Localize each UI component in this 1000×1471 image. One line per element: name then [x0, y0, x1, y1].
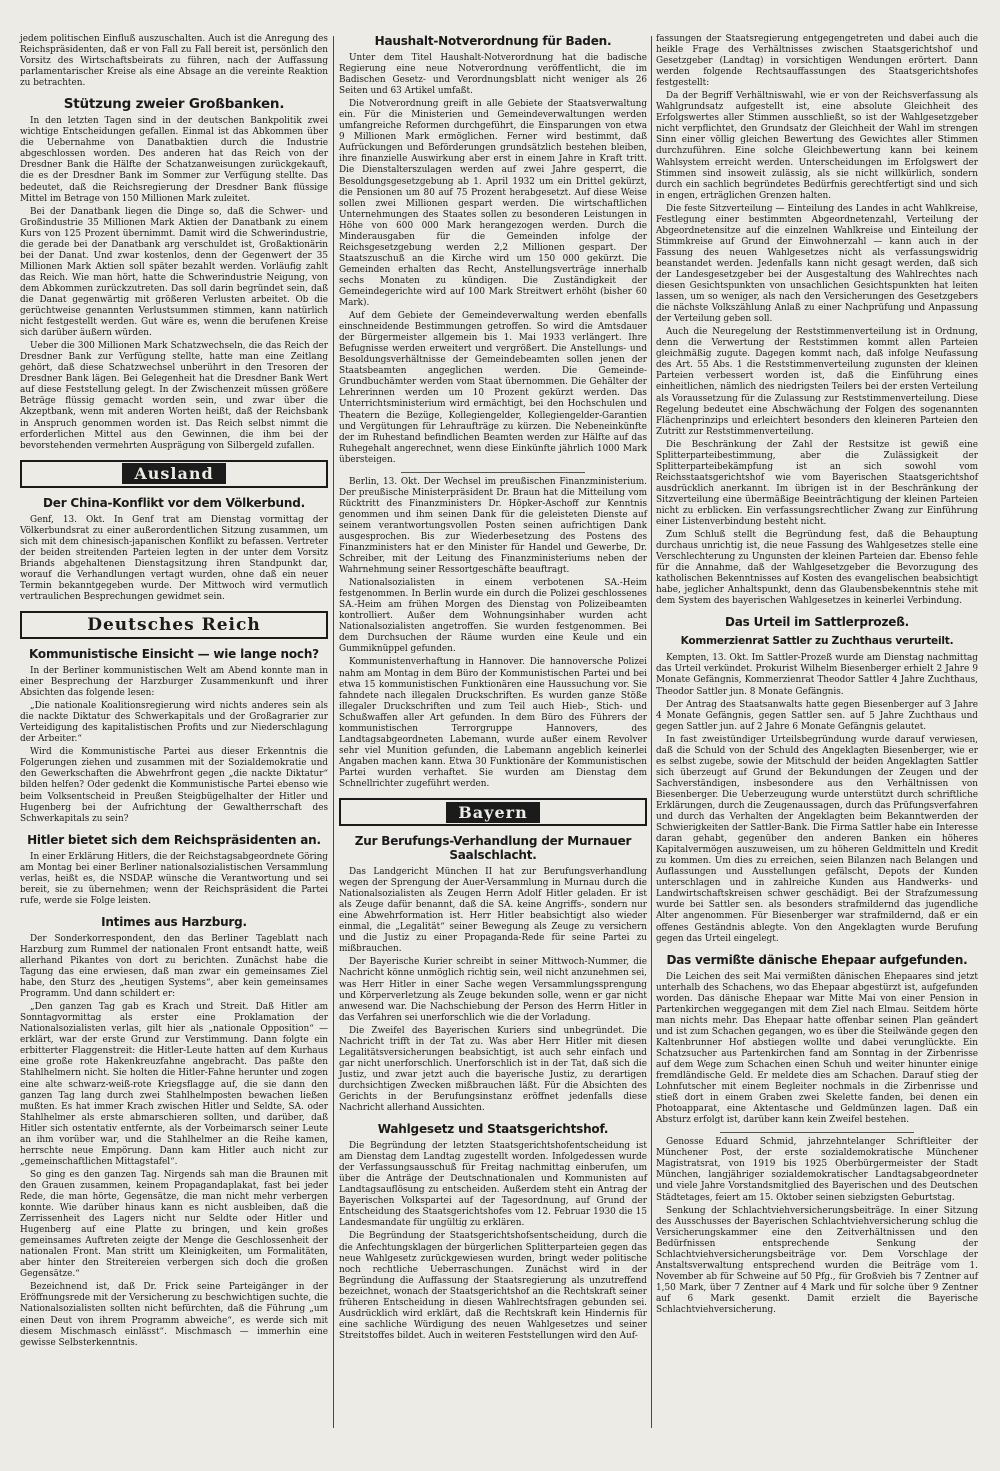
- section-banner-label: Bayern: [446, 802, 539, 823]
- headline: Zur Berufungs-Verhandlung der Murnauer Saalschlacht.: [354, 834, 632, 863]
- column-middle: [339, 34, 647, 1344]
- headline: Das vermißte dänische Ehepaar aufgefunden.: [666, 952, 968, 967]
- article-paragraph: Ueber die 300 Millionen Mark Schatzwechseln, die das Reich der Dresdner Bank zur Verfügung stellte, hatte man eine Zeitlang gehört, daß diese Schatzwechsel unberührt in den Tresoren der Dresdner Bank lägen. Bei Gelegenheit hat die Dresdner Bank Wert auf diese Feststellung gelegt. In der Zwischenzeit müssen größere Beträge flüssig gemacht worden sein, und zwar über die Akzeptbank, wenn mit anderen Worten heißt, daß der Reichsbank in Anspruch genommen worden ist. Das Reich selbst nimmt die erforderlichen Mittel aus den Gewinnen, die ihm bei der bevorstehenden vermehrten Ausprägung von Silbergeld zufallen.: [20, 341, 328, 451]
- article-paragraph: Unter dem Titel Haushalt-Notverordnung hat die badische Regierung eine neue Notverordnung veröffentlicht, die im Badischen Gesetz- und Verordnungsblatt nicht weniger als 26 Seiten und 63 Artikel umfaßt.: [339, 53, 647, 97]
- article-paragraph: So ging es den ganzen Tag. Nirgends sah man die Braunen mit den Grauen zusammen, keinem Propagandaplakat, fast bei jeder Rede, die man hörte, Gegensätze, die man nicht mehr verbergen konnte. Wie darüber hinaus kann es nicht ausbleiben, daß die Zerrissenheit des Lagers nicht nur Seldte oder Hitler und Hugenberg auf eine Platte zu bringen, und kein großes gemeinsames Auftreten zeigte der Menge die Geschlossenheit der nationalen Front. Man stritt um Kleinigkeiten, um Formalitäten, aber hinter den Streitereien verbergen sich doch die großen Gegensätze.“: [20, 1169, 328, 1280]
- headline: Kommunistische Einsicht — wie lange noch?: [29, 647, 319, 662]
- separator: [720, 1132, 913, 1133]
- article-paragraph: Die feste Sitzverteilung — Einteilung des Landes in acht Wahlkreise, Festlegung einer bestimmten Abgeordnetenzahl, Verteilung der Abgeordnetensitze auf die einzelnen Wahlkreise und Einteilung der Stimmkreise auf Grund der Einwohnerzahl — kann auch in der Fassung des neuen Wahlgesetzes nicht als verfassungswidrig beanstandet werden. Jedenfalls kann nicht gesagt werden, daß sich der Landesgesetzgeber bei der Ausgestaltung des Wahlrechtes nach diesen Gesichtspunkten von unsachlichen Gesichtspunkten hat leiten lassen, um so weniger, als nach den Versicherungen des Gesetzgebers die nächste Volkszählung Anlaß zu einer Nachprüfung und Anpassung der Verteilung geben soll.: [656, 203, 978, 325]
- article-paragraph: Wird die Kommunistische Partei aus dieser Erkenntnis die Folgerungen ziehen und zusammen mit der Sozialdemokratie und den Gewerkschaften die Abwehrfront gegen „die nackte Diktatur“ bilden helfen? Oder gedenkt die Kommunistische Partei ebenso wie beim Volksentscheid in Preußen Steigbügelhalter der Hitler und Hugenberg bei der Aufrichtung der Gewaltherrschaft des Schwerkapitals zu sein?: [20, 747, 328, 824]
- headline: Das Urteil im Sattlerprozeß.: [725, 615, 909, 630]
- separator: [401, 472, 586, 473]
- article-paragraph: In einer Erklärung Hitlers, die der Reichstagsabgeordnete Göring am Montag bei einer Berliner nationalsozialistischen Versammlung verlas, heißt es, die NSDAP. wünsche die Verantwortung und sei bereit, sie zu übernehmen; wenn der Reichspräsident die Partei rufe, werde sie Folge leisten.: [20, 851, 328, 906]
- article-paragraph: Bei der Danatbank liegen die Dinge so, daß die Schwer- und Großindustrie 35 Millionen Mark Aktien der Danatbank zu einem Kurs von 125 Prozent übernimmt. Damit wird die Schwerindustrie, die gerade bei der Danatbank arg verschuldet ist, Großaktionärin bei der Danat. Und zwar kostenlos, denn der Gegenwert der 35 Millionen Mark Aktien soll später bezahlt werden. Vorläufig zahlt das Reich. Wie man hört, hatte die Schwerindustrie Neigung, von dem Abkommen zurückzutreten. Das soll darin begründet sein, daß die Danat gegenwärtig mit größeren Verlusten arbeitet. Ob die gerüchtweise genannten Verlustsummen stimmen, kann natürlich nicht festgestellt werden. Gut wäre es, wenn die berufenen Kreise sich darüber äußern würden.: [20, 206, 328, 339]
- article-paragraph: Die Beschränkung der Zahl der Restsitze ist gewiß eine Splitterparteibestimmung, aber die Zulässigkeit der Splitterparteibekämpfung ist an sich sowohl vom Reichsstaatsgerichtshof wie vom Bayerischen Staatsgerichtshof ausdrücklich anerkannt. Im übrigen ist in der Beschränkung der Sitzverteilung eine übermäßige Beeinträchtigung der kleinen Parteien nicht zu erblicken. Ein verfassungsrechtlicher Zwang zur Einführung einer Listenverbindung besteht nicht.: [656, 439, 978, 528]
- article-paragraph: Der Sonderkorrespondent, den das Berliner Tageblatt nach Harzburg zum Rummel der nationalen Front entsandt hatte, weiß allerhand Pikantes von dort zu berichten. Zunächst habe die Tagung das eine erwiesen, daß man zwar ein gemeinsames Ziel habe, den Sturz des „heutigen Systems“, aber kein gemeinsames Programm. Und dann schildert er:: [20, 933, 328, 1000]
- article-paragraph: Bezeichnend ist, daß Dr. Frick seine Parteigänger in der Eröffnungsrede mit der Versicherung zu beschwichtigen suchte, die Nationalsozialisten sollten nicht befürchten, daß die Führung „um einen Deut von ihrem Programm abweiche“, es werde sich mit diesem Mischmasch einlässt“. Mischmasch — immerhin eine gewisse Selbsterkenntnis.: [20, 1282, 328, 1348]
- section-banner: [339, 798, 647, 826]
- column-left: [20, 34, 328, 1351]
- section-banner-label: Deutsches Reich: [87, 615, 261, 636]
- headline: Wahlgesetz und Staatsgerichtshof.: [377, 1122, 609, 1137]
- article-paragraph: Zum Schluß stellt die Begründung fest, daß die Behauptung durchaus unrichtig ist, die neue Fassung des Wahlgesetzes stelle eine Verschlechterung zu Ungunsten der kleinen Parteien dar. Ebenso fehle für die Annahme, daß der Wahlgesetzgeber die Bevorzugung des katholischen Bekenntnisses auf Kosten des evangelischen beabsichtigt habe, jeglicher Anhaltspunkt, denn das Glaubensbekenntnis stehe mit dem System des bayerischen Wahlgesetzes in keinerlei Verbindung.: [656, 530, 978, 607]
- headline: Der China-Konflikt vor dem Völkerbund.: [43, 495, 305, 510]
- article-paragraph: Senkung der Schlachtviehversicherungsbeiträge. In einer Sitzung des Ausschusses der Bayerischen Schlachtviehversicherung schlug die Versicherungskammer eine den Zeitverhältnissen und den Bedürfnissen entsprechende Senkung der Schlachtviehversicherungsbeiträge vor. Dem Vorschlage der Anstaltsverwaltung entsprechend wurden die Beiträge vom 1. November ab für Schweine auf 50 Pfg., für Großvieh bis 7 Zentner auf 1,50 Mark, über 7 Zentner auf 4 Mark und für solche über 9 Zentner auf 6 Mark gesenkt. Damit erzielt die Bayerische Schlachtviehversicherung.: [656, 1205, 978, 1315]
- article-paragraph: Kempten, 13. Okt. Im Sattler-Prozeß wurde am Dienstag nachmittag das Urteil verkündet. Prokurist Wilhelm Biesenberger erhielt 2 Jahre 9 Monate Gefängnis, Kommerzienrat Theodor Sattler 4 Jahre Zuchthaus, Theodor Sattler jun. 8 Monate Gefängnis.: [656, 653, 978, 697]
- headline: Stützung zweier Großbanken.: [63, 96, 285, 113]
- article-paragraph: Nationalsozialisten in einem verbotenen SA.-Heim festgenommen. In Berlin wurde ein durch die Polizei geschlossenes SA.-Heim am frühen Morgen des Dienstag von Polizeibeamten kontrolliert. Außer dem Wohnungsinhaber wurden acht Nationalsozialisten angetroffen. Sie wurden festgenommen. Bei dem Durchsuchen der Räume wurden eine Keule und ein Gummiknüppel gefunden.: [339, 578, 647, 655]
- article-paragraph: Kommunistenverhaftung in Hannover. Die hannoversche Polizei nahm am Montag in dem Büro der Kommunistischen Partei und bei etwa 15 kommunistischen Funktionären eine Haussuchung vor. Sie fahndete nach illegalen Druckschriften. Es wurden ganze Stöße illegaler Druckschriften und zum Teil auch Hieb-, Stich- und Schußwaffen aller Art gefunden. In dem Büro des Führers der kommunistischen Terrorgruppe Hannovers, des Landtagsabgeordneten Labemann, wurde außer einem Revolver sehr viel Munition gefunden, die Labemann angeblich keinerlei Angaben machen kann. Etwa 30 Funktionäre der Kommunistischen Partei wurden verhaftet. Sie wurden am Dienstag dem Schnellrichter zugeführt werden.: [339, 657, 647, 789]
- article-paragraph: In der Berliner kommunistischen Welt am Abend konnte man in einer Besprechung der Harzburger Zusammenkunft und ihrer Absichten das folgende lesen:: [20, 666, 328, 699]
- column-right: [656, 34, 978, 1318]
- section-banner: [20, 611, 328, 639]
- article-paragraph: Auch die Neuregelung der Reststimmenverteilung ist in Ordnung, denn die Verwertung der Reststimmen kommt allen Parteien gleichmäßig zugute. Dagegen kommt nach, daß infolge Neufassung des Art. 55 Abs. 1 die Reststimmenverteilung zugunsten der kleinen Parteien verbessert worden ist, daß die Einführung eines einheitlichen, nämlich des niedrigsten Teilers bei der ersten Verteilung als Voraussetzung für die Zulassung zur Reststimmenverteilung. Diese Regelung bedeutet eine Abschwächung der Folgen des sogenannten Flächenprinzips und erleichtert besonders den kleineren Parteien den Zutritt zur Reststimmenverteilung.: [656, 327, 978, 437]
- article-paragraph: Das Landgericht München II hat zur Berufungsverhandlung wegen der Sprengung der Auer-Versammlung in Murnau durch die Nationalsozialisten als Zeugen Herrn Adolf Hitler geladen. Er ist als Zeuge dafür benannt, daß die SA. keine Angriffs-, sondern nur eine Abwehrformation ist. Herr Hitler beabsichtigt also wieder einmal, die „Legalität“ seiner Bewegung als Zeuge zu versichern und die Justiz zu einer Propaganda-Rede für seine Partei zu mißbrauchen.: [339, 867, 647, 955]
- article-paragraph: In fast zweistündiger Urteilsbegründung wurde darauf verwiesen, daß die Schuld von der Schuld des Angeklagten Biesenberger, wie er es selbst zugebe, sowie der Mitschuld der beiden Angeklagten Sattler sich überzeugt auf Grund der Bekundungen der Zeugen und der Sachverständigen, insbesondere aus den Verhältnissen von Biesenberger. Die Ueberzeugung wurde unterstützt durch schriftliche Erklärungen, durch die Zeugenaussagen, durch das Prüfungsverfahren und durch das Verhalten der Angeklagten beim Bekanntwerden der Schwierigkeiten der Sattler-Bank. Die Firma Sattler habe ein Interesse daran gehabt, gegenüber den anderen Banken ein höheres Kapitalvermögen auszuweisen, um zu höheren Geldmitteln und Kredit zu kommen. Um dies zu erreichen, seien Bilanzen nach Belangen und Auflassungen und Ausstellungen gefälscht, Depots der Kunden unterschlagen und in zahlreiche Kunden aus Handwerks- und Landwirtschaftskreisen schwer geschädigt. Bei der Strafzumessung wurde bei Sattler sen. als besonders strafmildernd das jugendliche Alter angenommen. Für Biesenberger war strafmildernd, daß er ein offenes Geständnis ablegte. Von den Angeklagten wurde Berufung gegen das Urteil eingelegt.: [656, 734, 978, 944]
- article-paragraph: fassungen der Staatsregierung entgegengetreten und dabei auch die heikle Frage des Verhältnisses zwischen Staatsgerichtshof und Gesetzgeber (Landtag) in vorsichtigen Wendungen erörtert. Dann werden folgende Rechtsauffassungen des Staatsgerichtshofes festgestellt:: [656, 34, 978, 89]
- article-paragraph: In den letzten Tagen sind in der deutschen Bankpolitik zwei wichtige Entscheidungen gefallen. Einmal ist das Abkommen über die Uebernahme von Danatbaktien durch die Industrie abgeschlossen worden. Des anderen hat das Reich von der Dresdner Bank die Hälfte der Schatzanweisungen zurückgekauft, die es der Dresdner Bank im Sommer zur Verfügung stellte. Das bedeutet, daß die Reichsregierung der Dresdner Bank flüssige Mittel im Betrage von 150 Millionen Mark zuleitet.: [20, 116, 328, 204]
- article-paragraph: Genosse Eduard Schmid, jahrzehntelanger Schriftleiter der Münchener Post, der erste sozialdemokratische Münchener Magistratsrat, von 1919 bis 1925 Oberbürgermeister der Stadt München, langjähriger sozialdemokratischer Landtagsabgeordneter und viele Jahre Vorstandsmitglied des Bayerischen und des Deutschen Städtetages, feiert am 15. Oktober seinen siebzigsten Geburtstag.: [656, 1137, 978, 1203]
- article-paragraph: Die Leichen des seit Mai vermißten dänischen Ehepaares sind jetzt unterhalb des Schachens, wo das Ehepaar abgestürzt ist, aufgefunden worden. Das dänische Ehepaar war Mitte Mai von einer Pension in Partenkirchen weggegangen mit dem Ziel nach Elmau. Seitdem hörte man nichts mehr. Das Ehepaar hatte offenbar seinen Plan geändert und ist zum Schachen gegangen, wo es über die Steilwände gegen den Kaltenbrunner Hof abstiegen wollte und dabei verunglückte. Ein Schatzsucher aus Partenkirchen fand am Sonntag in der Zirbenrisse auf dem Wege zum Schachen einen Schuh und weiter hinunter einige fremdländische Geld. Er meldete dies am Schachen. Darauf stieg der Lohnfutscher mit einem Begleiter nochmals in die Zirbenrisse und stieß dort in einem Graben zwei Skelette fanden, bei denen ein Photoapparat, eine Aktentasche und Geldmünzen lagen. Daß ein Absturz erfolgt ist, darüber kann kein Zweifel bestehen.: [656, 971, 978, 1126]
- section-banner: [20, 460, 328, 488]
- article-paragraph: Die Begründung der letzten Staatsgerichtshofentscheidung ist am Dienstag dem Landtag zugestellt worden. Infolgedessen wurde der Verfassungsausschuß für Freitag nachmittag einberufen, um über die Anträge der Deutschnationalen und Kommunisten auf Landtagsauflösung zu entscheiden. Außerdem steht ein Antrag der Bayerischen Volkspartei auf der Tagesordnung, auf Grund der Entscheidung des Staatsgerichtshofes vom 12. Februar 1930 die 15 Landesmandate für ungültig zu erklären.: [339, 1141, 647, 1229]
- article-paragraph: Der Bayerische Kurier schreibt in seiner Mittwoch-Nummer, die Nachricht könne unmöglich richtig sein, weil nicht anzunehmen sei, was Herr Hitler in einer Sache wegen Versammlungssprengung und Körperverletzung als Zeuge bekunden solle, wenn er gar nicht anwesend war. Die Nachschiebung der Person des Herrn Hitler in das Verfahren sei unerforschlich wie die der Vorladung.: [339, 957, 647, 1023]
- article-paragraph: jedem politischen Einfluß auszuschalten. Auch ist die Anregung des Reichspräsidenten, daß er von Fall zu Fall bereit ist, persönlich den Vorsitz des Wirtschaftsbeirats zu führen, nach der Auffassung parlamentarischer Kreise als eine Absage an die vereinte Reaktion zu betrachten.: [20, 34, 328, 89]
- article-paragraph: „Die nationale Koalitionsregierung wird nichts anderes sein als die nackte Diktatur des Schwerkapitals und der Großagrarier zur Verteidigung des kapitalistischen Profits und zur Niederschlagung der Arbeiter.“: [20, 701, 328, 745]
- column-rule: [333, 36, 334, 1428]
- article-paragraph: Genf, 13. Okt. In Genf trat am Dienstag vormittag der Völkerbundsrat zu einer außerordentlichen Sitzung zusammen, um sich mit dem chinesisch-japanischen Konflikt zu befassen. Vertreter der beiden streitenden Parteien legten in der unter dem Vorsitz Briands abgehaltenen Dienstagsitzung ihren Standpunkt dar, worauf die Verhandlungen vertagt wurden, ohne daß ein neuer Termin bekanntgegeben wurde. Der Mittwoch wird vermutlich vertraulichen Besprechungen gewidmet sein.: [20, 514, 328, 602]
- section-banner-label: Ausland: [122, 463, 225, 484]
- article-paragraph: Auf dem Gebiete der Gemeindeverwaltung werden ebenfalls einschneidende Bestimmungen getroffen. So wird die Amtsdauer der Bürgermeister allgemein bis 1. Mai 1933 verlängert. Ihre Befugnisse werden erweitert und vergrößert. Die Anstellungs- und Besoldungsverhältnisse der Gemeindebeamten sollen jenen der Staatsbeamten angeglichen werden. Die Gemeinde-Grundbuchämter werden vom Staat übernommen. Die Gehälter der Lehrerinnen werden um 10 Prozent gekürzt werden. Das Unterrichtsministerium wird ermächtigt, bei den Hochschulen und Theatern die Bezüge, Kollegiengelder, Kollegiengelder-Garantien und Vergütungen für Lehraufträge zu kürzen. Die Nebeneinkünfte der im Ruhestand befindlichen Beamten werden zur Hälfte auf das Ruhegehalt angerechnet, wenn diese Einkünfte jährlich 1000 Mark übersteigen.: [339, 311, 647, 465]
- subheadline: Kommerzienrat Sattler zu Zuchthaus verurteilt.: [680, 635, 954, 648]
- article-paragraph: Die Notverordnung greift in alle Gebiete der Staatsverwaltung ein. Für die Ministerien und Gemeindeverwaltungen werden umfangreiche Reformen durchgeführt, die Einsparungen von etwa 9 Millionen Mark ermöglichen. Ferner wird bestimmt, daß Aufrückungen und Beförderungen grundsätzlich bestehen bleiben, ihre finanzielle Auswirkung aber erst in einem Jahre in Kraft tritt. Die Dienstalterszulagen werden auf zwei Jahre gesperrt, die Besoldungsgesetzgebung ab 1. April 1932 um ein Drittel gekürzt, die Pensionen um 80 auf 75 Prozent herabgesetzt. Auf diese Weise sollen zwei Millionen gespart werden. Die wirtschaftlichen Unternehmungen des Staates sollen zu besonderen Leistungen in Höhe von 600 000 Mark herangezogen werden. Durch die Minderausgaben für die Gemeinden infolge der Reichsgesetzgebung werden 2,2 Millionen gespart. Der Staatszuschuß an die Kirche wird um 150 000 gekürzt. Die Gemeinden erhalten das Recht, Anstellungsverträge innerhalb sechs Monaten zu kündigen. Die Zuständigkeit der Gemeindegerichte wird auf 100 Mark Streitwert erhöht (bisher 60 Mark).: [339, 99, 647, 309]
- article-paragraph: Die Zweifel des Bayerischen Kuriers sind unbegründet. Die Nachricht trifft in der Tat zu. Was aber Herr Hitler mit diesen Legalitätsversicherungen beabsichtigt, ist auch sehr einfach und gar nicht unerforschlich. Unerforschlich ist in der Tat, daß sich die Justiz, und zwar jetzt auch die bayerische Justiz, zu derartigen durchsichtigen Zwecken mißbrauchen läßt. Für die Absichten des Gerichts in der Berufungsinstanz eröffnet jedenfalls diese Nachricht allerhand Aussichten.: [339, 1025, 647, 1114]
- headline: Intimes aus Harzburg.: [101, 914, 247, 929]
- headline: Haushalt-Notverordnung für Baden.: [374, 34, 612, 48]
- article-paragraph: Der Antrag des Staatsanwalts hatte gegen Biesenberger auf 3 Jahre 4 Monate Gefängnis, gegen Sattler sen. auf 5 Jahre Zuchthaus und gegen Sattler jun. auf 2 Jahre 6 Monate Gefängnis gelautet.: [656, 699, 978, 732]
- article-paragraph: Da der Begriff Verhältniswahl, wie er von der Reichsverfassung als Wahlgrundsatz aufgestellt ist, eine absolute Gleichheit des Erfolgswertes aller Stimmen ausschließt, so ist der Wahlgesetzgeber nicht verpflichtet, den Grundsatz der Gleichheit der Wahl im strengen Sinn einer völlig gleichen Bewertung des Gewichtes aller Stimmen durchzuführen. Eine solche Gleichbewertung kann bei keinem Wahlsystem erreicht werden. Unterscheidungen im Erfolgswert der Stimmen sind insoweit zulässig, als sie nicht willkürlich, sondern durch ein sachlich begründetes Bedürfnis gerechtfertigt sind und sich in engen, erträglichen Grenzen halten.: [656, 91, 978, 201]
- headline: Hitler bietet sich dem Reichspräsidenten an.: [27, 832, 321, 847]
- column-rule: [651, 36, 652, 1428]
- article-paragraph: Berlin, 13. Okt. Der Wechsel im preußischen Finanzministerium. Der preußische Ministerpräsident Dr. Braun hat die Mitteilung vom Rücktritt des Finanzministers Dr. Höpker-Aschoff zur Kenntnis genommen und ihm seinen Dank für die geleisteten Dienste auf seinem verantwortungsvollen Posten seinen aufrichtigen Dank ausgesprochen. Bis zur Wiederbesetzung des Postens des Finanzministers hat er den Minister für Handel und Gewerbe, Dr. Schreiber, mit der Leitung des Finanzministeriums neben der Wahrnehmung seiner Ressortgeschäfte beauftragt.: [339, 476, 647, 576]
- article-paragraph: Die Begründung der Staatsgerichtshofsentscheidung, durch die die Anfechtungsklagen der bürgerlichen Splitterparteien gegen das neue Wahlgesetz zurückgewiesen wurden, bringt weder politische noch rechtliche Ueberraschungen. Zunächst wird in der Begründung die Auffassung der Staatsregierung als unzutreffend bezeichnet, wonach der Staatsgerichtshof an die Rechtskraft seiner früheren Entscheidung in diesen Wahlrechtsfragen gebunden sei. Ausdrücklich wird erklärt, daß die Rechtskraft kein Hindernis für eine sachliche Würdigung des neuen Wahlgesetzes und seiner Streitstoffes bildet. Auch in weiteren Feststellungen wird den Auf-: [339, 1231, 647, 1341]
- article-paragraph: „Den ganzen Tag gab es Krach und Streit. Daß Hitler am Sonntagvormittag als erster eine Proklamation der Nationalsozialisten verlas, gilt hier als „nationale Opposition“ — erklärt, war der erste Grund zur Verstimmung. Dann folgte ein erbitterter Flaggenstreit: die Hitler-Leute hatten auf dem Kurhaus eine große rote Hakenkreuzfahne angebracht. Das paßte den Stahlhelmern nicht. Sie holten die Hitler-Fahne herunter und zogen eine alte schwarz-weiß-rote Kriegsflagge auf, die sie dann den ganzen Tag lang durch zwei Stahlhelmposten bewachen ließen mußten. Es hat immer Krach zwischen Hitler und Seldte, SA. oder Stahlhelmer als erste abmarschieren sollten, und darüber, daß Hitler sich ostentativ entfernte, als der Vorbeimarsch seiner Leute an ihm vorüber war, und die Stahlhelmer an die Reihe kamen, herrschte neue Empörung. Dann kam Hitler auch nicht zur „gemeinschaftlichen Mittagstafel“.: [20, 1002, 328, 1167]
